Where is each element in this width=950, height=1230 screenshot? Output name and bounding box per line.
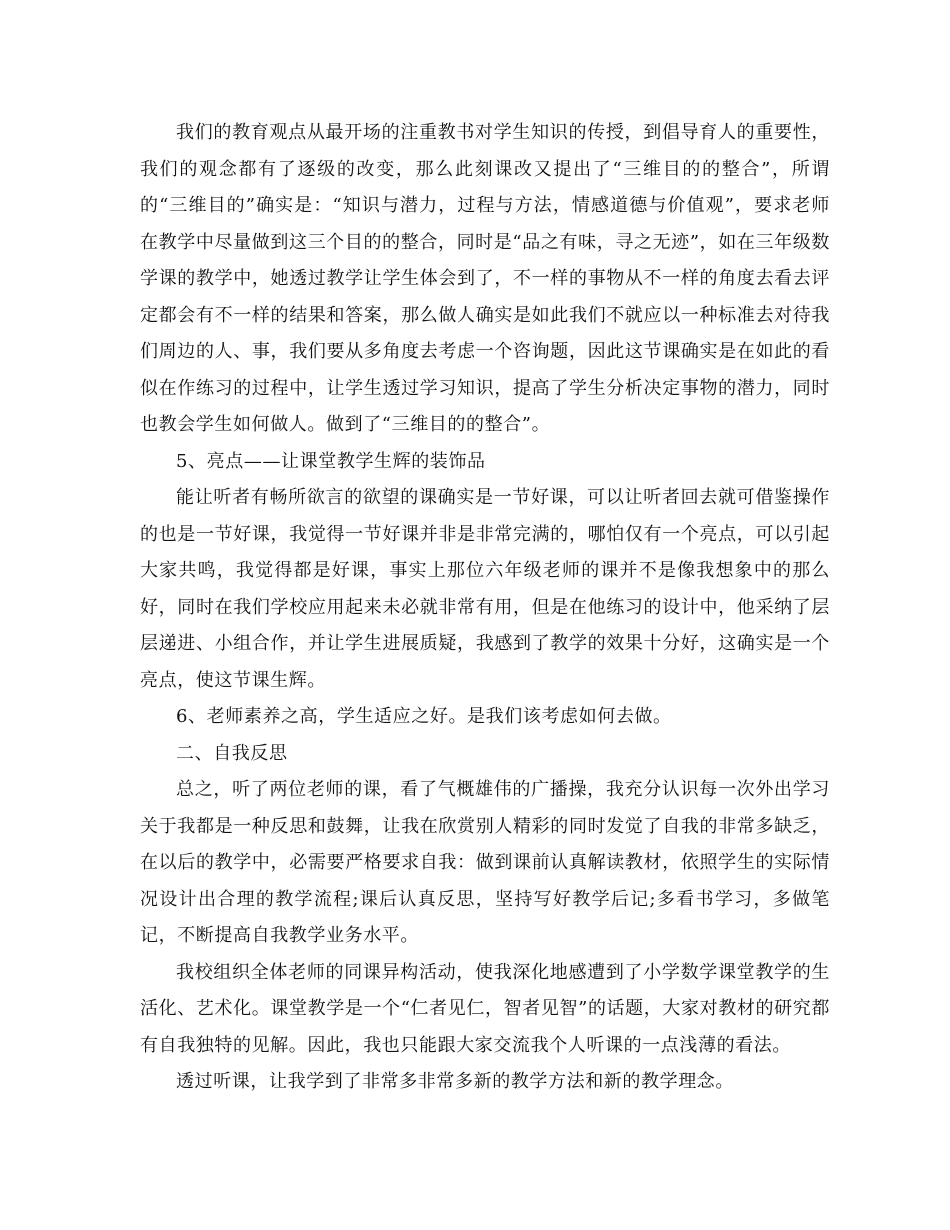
heading-teacher-quality: 6、老师素养之高，学生适应之好。是我们该考虑如何去做。	[176, 706, 672, 727]
document-body	[140, 115, 830, 1101]
heading-self-reflection: 二、自我反思	[176, 742, 288, 764]
paragraph-conclusion: 透过听课，让我学到了非常多非常多新的教学方法和新的教学理念。	[176, 1071, 734, 1092]
paragraph-three-dimensional-goals: 我们的教育观点从最开场的注重教书对学生知识的传授，到倡导育人的重要性，我们的观念都有了逐级的改变，那么此刻课改又提出了“三维目的的整合”，所谓的“三维目的”确实是：“知识与潜力，过程与方法，情感道德与价值观”，要求老师在教学中尽量做到这三个目的的整合，同时是“品之有味，寻之无迹”，如在三年级数学课的教学中，她透过教学让学生体会到了，不一样的事物从不一样的角度去看去评定都会有不一样的结果和答案，那么做人确实是如此我们不就应以一种标准去对待我们周边的人、事，我们要从多角度去考虑一个咨询题，因此这节课确实是在如此的看似在作练习的过程中，让学生透过学习知识，提高了学生分析决定事物的潜力，同时也教会学生如何做人。做到了“三维目的的整合”。	[140, 122, 830, 435]
paragraph-school-activity: 我校组织全体老师的同课异构活动，使我深化地感遭到了小学数学课堂教学的生活化、艺术化。课堂教学是一个“仁者见仁，智者见智”的话题，大家对教材的研究都有自我独特的见解。因此，我也只能跟大家交流我个人听课的一点浅薄的看法。	[140, 961, 830, 1056]
heading-highlight: 5、亮点——让课堂教学生辉的装饰品	[176, 450, 486, 472]
paragraph-self-reflection: 总之，听了两位老师的课，看了气概雄伟的广播操，我充分认识每一次外出学习关于我都是一种反思和鼓舞，让我在欣赏别人精彩的同时发觉了自我的非常多缺乏，在以后的教学中，必需要严格要求自我：做到课前认真解读教材，依照学生的实际情况设计出合理的教学流程;课后认真反思，坚持写好教学后记;多看书学习，多做笔记，不断提高自我教学业务水平。	[140, 779, 830, 946]
paragraph-highlight: 能让听者有畅所欲言的欲望的课确实是一节好课，可以让听者回去就可借鉴操作的也是一节好课，我觉得一节好课并非是非常完满的，哪怕仅有一个亮点，可以引起大家共鸣，我觉得都是好课，事实上那位六年级老师的课并不是像我想象中的那么好，同时在我们学校应用起来未必就非常有用，但是在他练习的设计中，他采纳了层层递进、小组合作，并让学生进展质疑，我感到了教学的效果十分好，这确实是一个亮点，使这节课生辉。	[140, 487, 830, 691]
